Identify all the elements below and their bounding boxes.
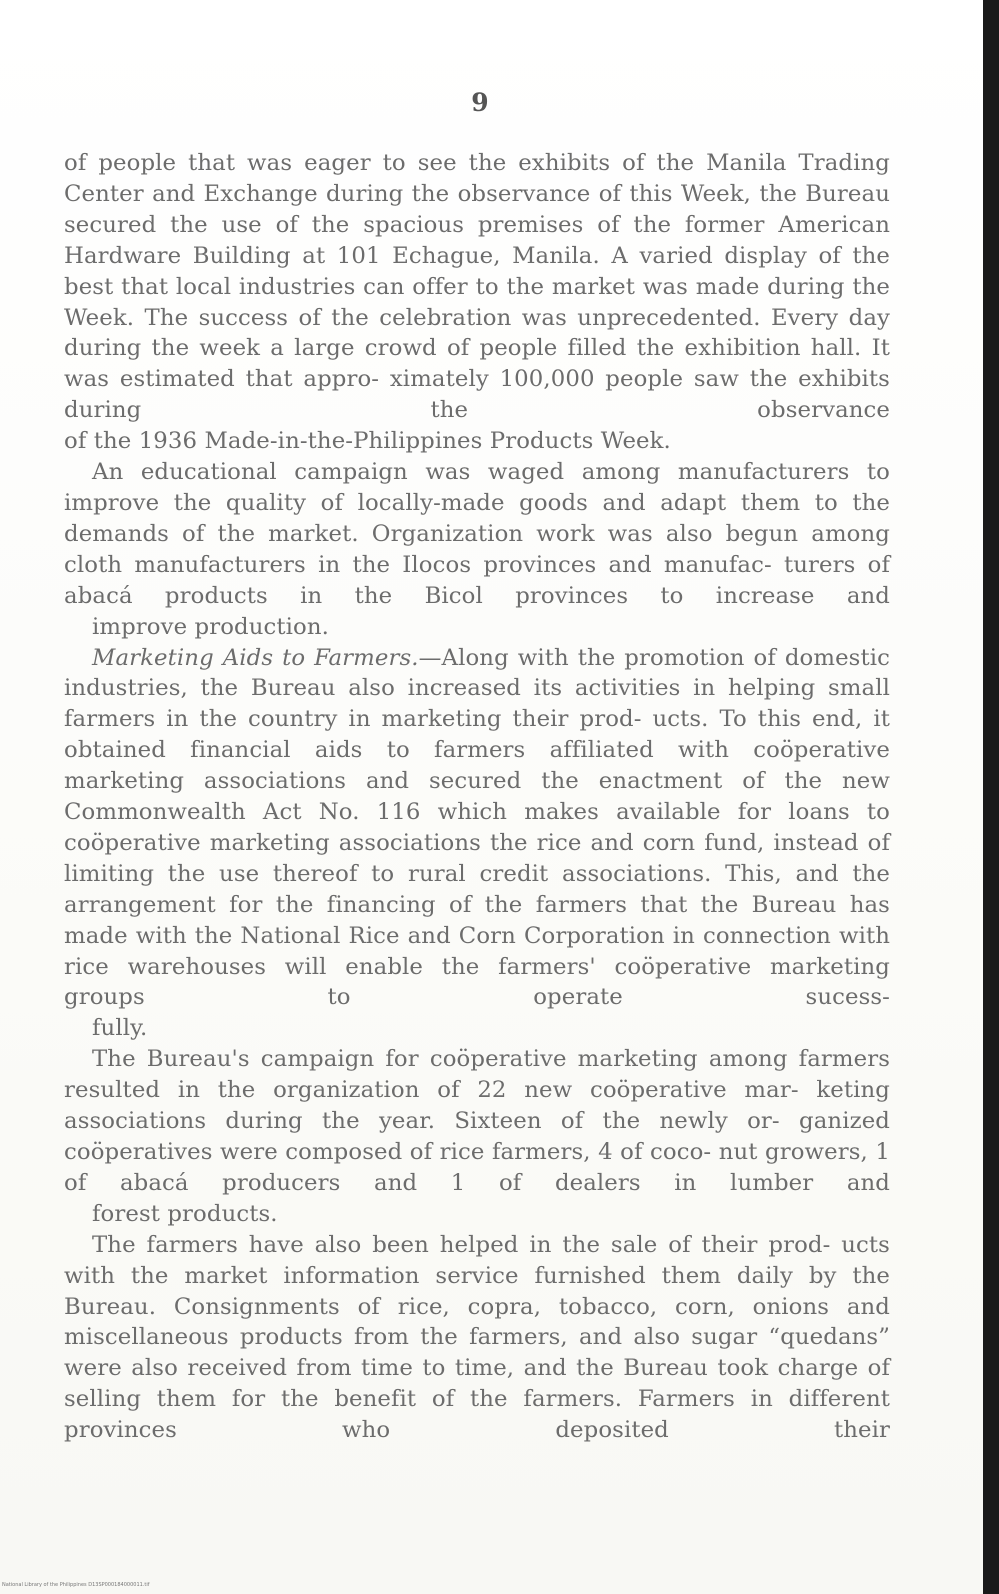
line: the demands of the market. Organization work was also begun — [64, 489, 890, 547]
line: nut growers, 1 of abacá producers and 1 of dealers in lumber and — [64, 1139, 890, 1196]
line: unprecedented. Every day during the week a large crowd of — [64, 304, 890, 362]
line: of the 1936 Made-in-the-Philippines Products Week. — [64, 428, 671, 455]
line: Corn Corporation in connection with rice warehouses will enable — [64, 922, 890, 980]
line: farmers. Farmers in different provinces who deposited their — [64, 1386, 891, 1444]
line: —Along with the promotion of — [418, 644, 776, 671]
line: associations. This, and the arrangement for the financing of the — [64, 860, 890, 918]
line: helping small farmers in the country in marketing their prod- — [64, 675, 890, 733]
line: of people that was eager to see the exhibits of the Manila Trading — [64, 150, 890, 176]
line: to improve the quality of locally-made goods and adapt them to — [64, 459, 890, 516]
line: farmers resulted in the organization of 22 new coöperative mar- — [64, 1046, 890, 1104]
line: American Hardware Building at 101 Echague, Manila. A varied — [64, 211, 890, 269]
paragraph-2 — [64, 457, 890, 642]
line: available for loans to coöperative marketing associations the rice — [64, 799, 890, 856]
line: was made during the Week. The success of the celebration was — [64, 273, 890, 331]
paragraph-1 — [64, 148, 890, 457]
line: domestic industries, the Bureau also increased its activities in — [64, 644, 890, 702]
paragraph-5 — [64, 1230, 890, 1446]
line: ucts with the market information service furnished them daily — [64, 1231, 890, 1289]
line: Center and Exchange during the observance of this Week, the — [64, 180, 797, 207]
line: enactment of the new Commonwealth Act No. 116 which makes — [64, 768, 890, 826]
line: Bureau secured the use of the spacious premises of the former — [64, 180, 890, 238]
archive-footer: National Library of the Philippines D13SP000184000011.tif — [2, 1582, 150, 1588]
line: keting associations during the year. Sixteen of the newly or- — [64, 1077, 890, 1135]
line: sugar “quedans” were also received from time to time, and the — [64, 1324, 890, 1382]
line: The farmers have also been helped in the sale of their prod- — [92, 1231, 831, 1258]
line: people filled the exhibition hall. It was estimated that appro- — [64, 335, 890, 393]
line: ximately 100,000 people saw the exhibits during the observance — [64, 366, 890, 424]
body-text — [64, 148, 890, 1446]
line: onions and miscellaneous products from the farmers, and also — [64, 1293, 890, 1351]
line: Bureau took charge of selling them for the benefit of the — [64, 1355, 890, 1413]
line: and corn fund, instead of limiting the use thereof to rural credit — [64, 829, 890, 887]
line: farmers that the Bureau has made with the National Rice and — [64, 891, 890, 949]
line: forest products. — [92, 1200, 278, 1227]
section-heading: Marketing Aids to Farmers. — [92, 644, 419, 671]
line: among cloth manufacturers in the Ilocos provinces and manufac- — [64, 520, 890, 578]
line: The Bureau's campaign for coöperative marketing among — [92, 1046, 788, 1073]
page-number: 9 — [471, 88, 489, 117]
paragraph-3 — [64, 643, 890, 1045]
line: ganized coöperatives were composed of rice farmers, 4 of coco- — [64, 1108, 890, 1165]
paragraph-4 — [64, 1044, 890, 1229]
line: improve production. — [92, 613, 330, 640]
line: An educational campaign was waged among manufacturers — [92, 459, 850, 486]
line: by the Bureau. Consignments of rice, copra, tobacco, corn, — [64, 1262, 890, 1320]
line: turers of abacá products in the Bicol provinces to increase and — [64, 551, 890, 609]
line: the farmers' coöperative marketing groups to operate sucess- — [64, 953, 890, 1011]
line: with coöperative marketing associations and secured the — [64, 737, 890, 795]
line: ucts. To this end, it obtained financial aids to farmers affiliated — [64, 706, 890, 764]
line: display of the best that local industries can offer to the market — [64, 242, 891, 300]
line: fully. — [92, 1015, 148, 1042]
